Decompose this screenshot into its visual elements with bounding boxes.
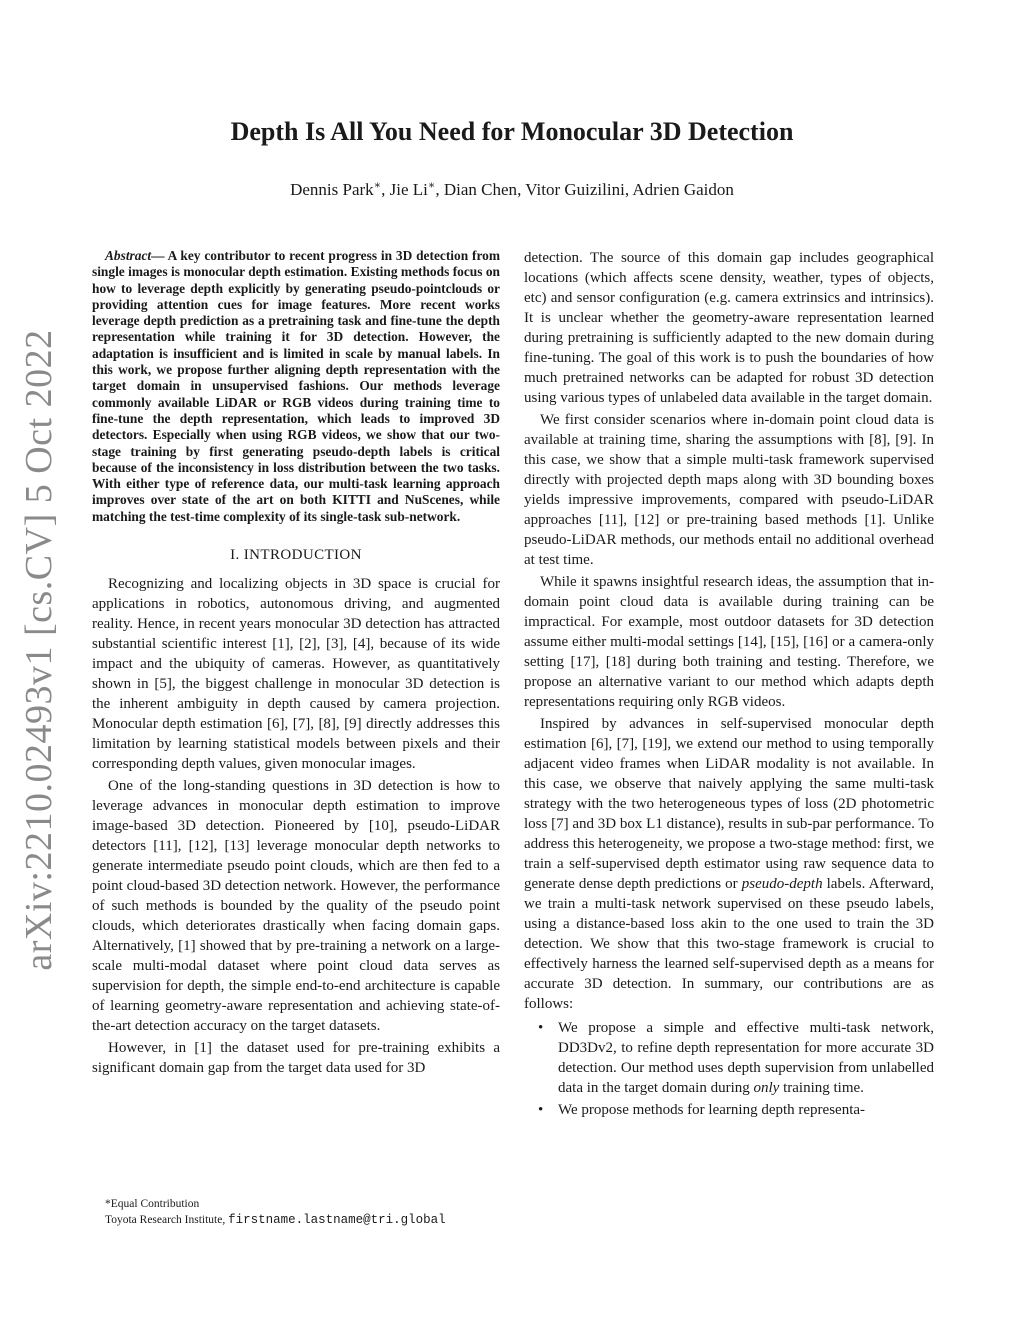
author: Dian Chen, xyxy=(443,179,526,199)
intro-paragraph: While it spawns insightful research ideas, the assumption that in-domain point cloud data is available during training can be impractical. For example, most outdoor datasets for 3D detection assume either multi-modal settings [14], [15], [16] or a camera-only setting [17], [18] during both training and testing. Therefore, we propose an alternative variant to our method which adapts depth representations requiring only RGB videos. xyxy=(524,574,934,710)
paper-title: Depth Is All You Need for Monocular 3D Detection xyxy=(230,117,794,146)
intro-paragraph: However, in [1] the dataset used for pre-training exhibits a significant domain gap from the target data used for 3D xyxy=(92,1040,500,1077)
author: Dennis Park∗, xyxy=(290,179,390,199)
footnotes xyxy=(105,1196,505,1228)
arxiv-identifier-stamp xyxy=(18,329,60,971)
abstract-dash: — xyxy=(151,248,168,263)
abstract-text: A key contributor to recent progress in 3D detection from single images is monocular depth estimation. Existing methods focus on how to leverage depth explicitly by generating pseudo-pointclouds or providing attention cues for image features. More recent works leverage depth prediction as a pretraining task and fine-tune the depth representation while training it for 3D detection. However, the adaptation is insufficient and is limited in scale by manual labels. In this work, we propose further aligning depth representation with the target domain in unsupervised fashions. Our methods leverage commonly available LiDAR or RGB videos during training time to fine-tune the depth representation, which leads to improved 3D detectors. Especially when using RGB videos, we show that our two-stage training by first generating pseudo-depth labels is critical because of the inconsistency in loss distribution between the two tasks. With either type of reference data, our multi-task learning approach improves over state of the art on both KITTI and NuScenes, while matching the test-time complexity of its single-task sub-network. xyxy=(92,248,501,524)
arxiv-identifier-text: arXiv:2210.02493v1 [cs.CV] 5 Oct 2022 xyxy=(18,329,60,971)
abstract-label: Abstract xyxy=(105,248,152,263)
equal-contribution-note: *Equal Contribution xyxy=(105,1198,200,1210)
section-heading-introduction: I. INTRODUCTION xyxy=(230,547,362,564)
right-column xyxy=(524,248,934,1122)
author-email: firstname.lastname@tri.global xyxy=(228,1213,446,1227)
author-list xyxy=(92,178,932,200)
list-item: • We propose methods for learning depth representa- xyxy=(538,1102,866,1118)
bullet-marker: • xyxy=(538,1020,544,1036)
intro-paragraph: Inspired by advances in self-supervised monocular depth estimation [6], [7], [19], we extend our method to using temporally adjacent video frames when LiDAR modality is not available. In this case, we observe that naively applying the same multi-task strategy with the two heterogeneous types of loss (2D photometric loss [7] and 3D box L1 distance), results in sub-par performance. To address this heterogeneity, we propose a two-stage method: first, we train a self-supervised depth estimator using raw sequence data to generate dense depth predictions or pseudo-depth labels. Afterward, we train a multi-task network supervised on these pseudo labels, using a distance-based loss akin to the one used to train the 3D detection. We show that this two-stage framework is crucial to effectively harness the learned self-supervised depth as a means for accurate 3D detection. In summary, our contributions are as follows: xyxy=(524,716,935,1012)
left-column xyxy=(92,248,500,1080)
affiliation-note: Toyota Research Institute, firstname.lastname@tri.global xyxy=(105,1213,446,1227)
author: Adrien Gaidon xyxy=(632,179,734,199)
intro-paragraph: One of the long-standing questions in 3D detection is how to leverage advances in monocular depth estimation to improve image-based 3D detection. Pioneered by [10], pseudo-LiDAR detectors [11], [12], [13] leverage monocular depth networks to generate intermediate pseudo point clouds, which are then fed to a point cloud-based 3D detection network. However, the performance of such methods is bounded by the quality of the pseudo point clouds, which deteriorates drastically when facing domain gaps. Alternatively, [1] showed that by pre-training a network on a large-scale multi-modal dataset where point cloud data serves as supervision for depth, the simple end-to-end architecture is capable of learning geometry-aware representation and achieving state-of-the-art detection accuracy on the target datasets. xyxy=(92,778,501,1035)
intro-paragraph: We first consider scenarios where in-domain point cloud data is available at training time, sharing the assumptions with [8], [9]. In this case, we show that a simple multi-task framework supervised directly with projected depth maps along with 3D bounding boxes yields impressive improvements, compared with pseudo-LiDAR approaches [11], [12] or pre-training based methods [1]. Unlike pseudo-LiDAR methods, our methods entail no additional overhead at test time. xyxy=(524,412,934,568)
author: Vitor Guizilini, xyxy=(525,179,633,199)
author: Jie Li∗, xyxy=(389,179,444,199)
abstract xyxy=(92,248,500,525)
intro-paragraph: Recognizing and localizing objects in 3D space is crucial for applications in robotics, autonomous driving, and augmented reality. Hence, in recent years monocular 3D detection has attracted substantial scientific interest [1], [2], [3], [4], because of its wide impact and the ubiquity of cameras. However, as quantitatively shown in [5], the biggest challenge in monocular 3D detection is the inherent ambiguity in depth caused by camera projection. Monocular depth estimation [6], [7], [8], [9] directly addresses this limitation by learning statistical models between pixels and their corresponding depth values, given monocular images. xyxy=(92,576,500,773)
list-item: • We propose a simple and effective multi-task network, DD3Dv2, to refine depth representation for more accurate 3D detection. Our method uses depth supervision from unlabelled data in the target domain during only training time. xyxy=(538,1020,934,1096)
emphasis-only: only xyxy=(753,1080,780,1096)
emphasis-pseudo-depth: pseudo-depth xyxy=(741,876,823,892)
bullet-marker: • xyxy=(538,1102,544,1118)
contributions-list xyxy=(524,1018,934,1120)
intro-paragraph: detection. The source of this domain gap includes geographical locations (which affects scene density, weather, types of objects, etc) and sensor configuration (e.g. camera extrinsics and intrinsics). It is unclear whether the geometry-aware representation learned during pretraining is sufficiently adapted to the new domain during fine-tuning. The goal of this work is to push the boundaries of how much pretrained networks can be adapted for robust 3D detection using various types of unlabeled data available in the target domain. xyxy=(524,250,934,406)
